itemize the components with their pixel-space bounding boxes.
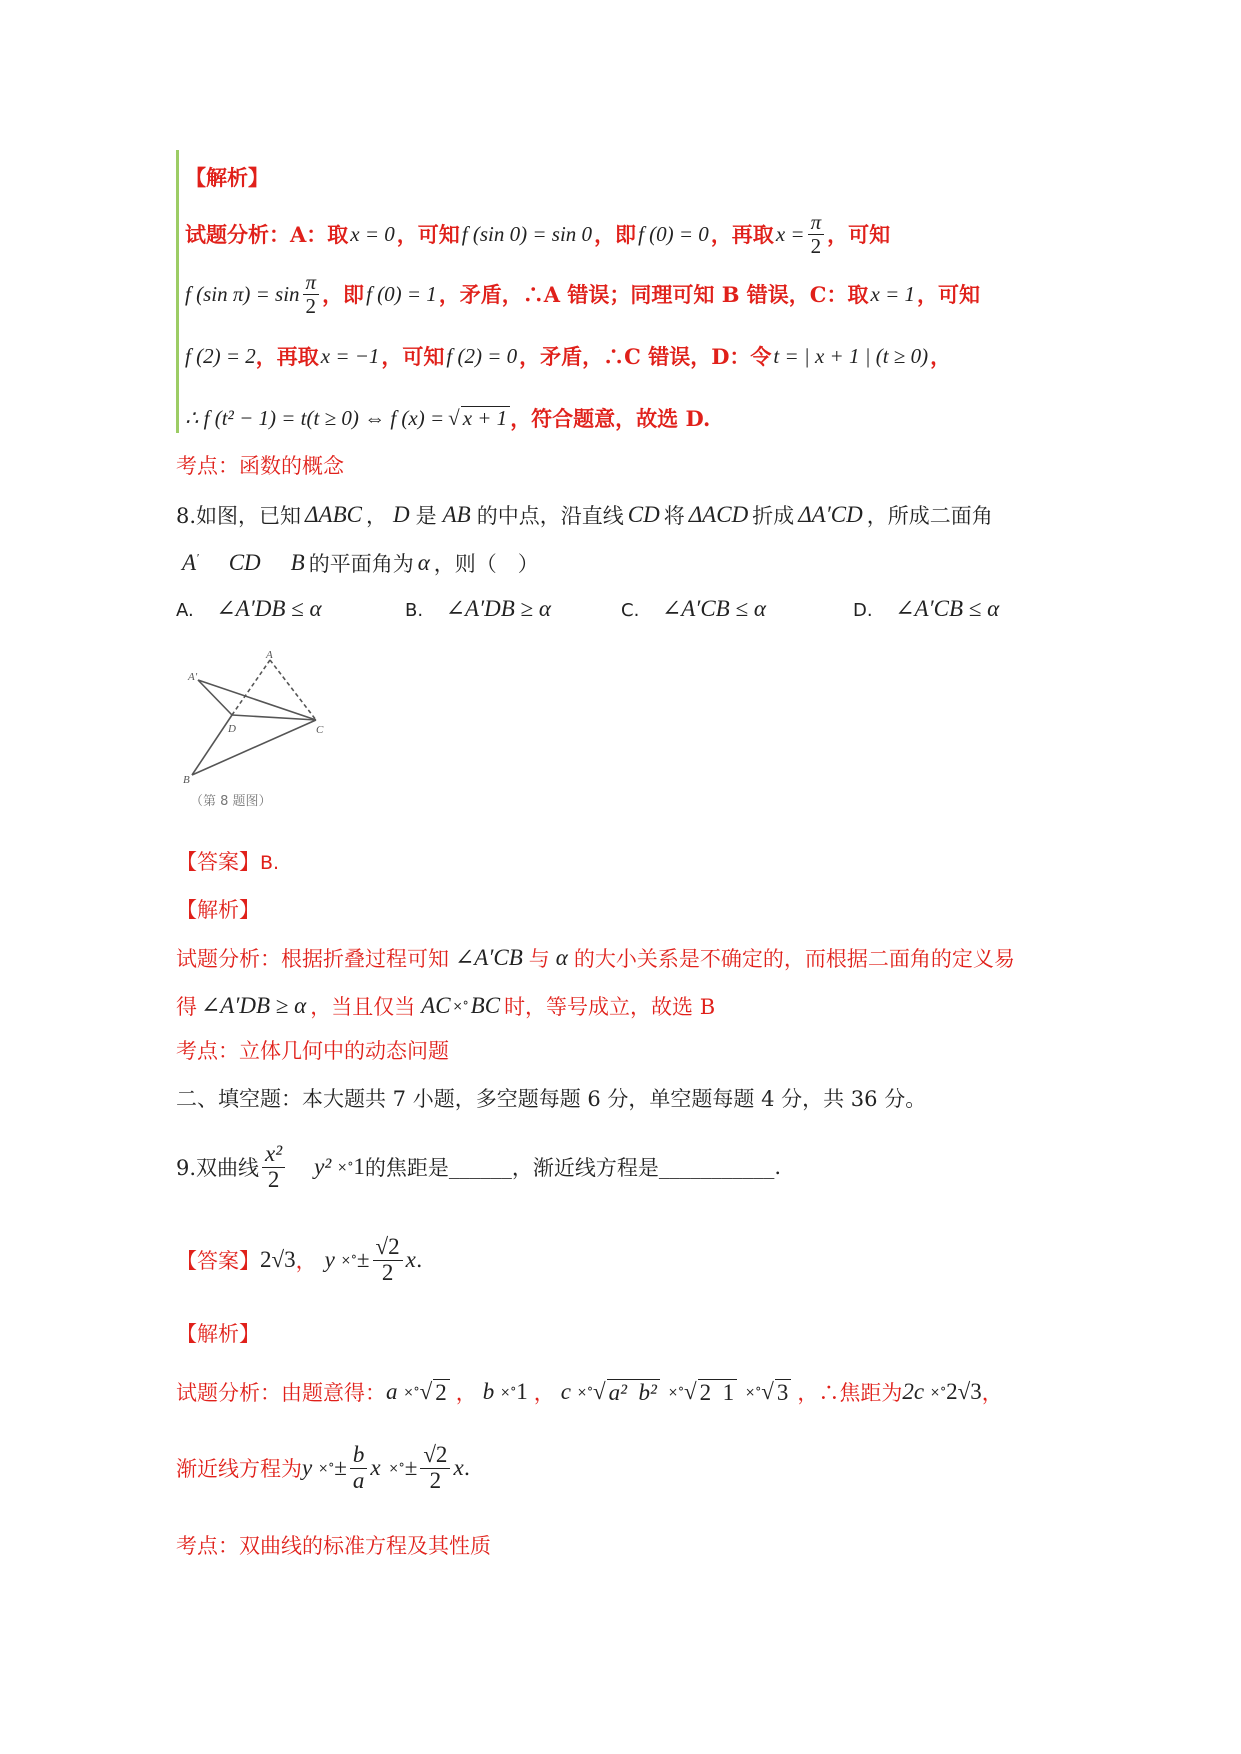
math: CD	[228, 550, 261, 575]
math: a	[386, 1379, 398, 1404]
label-A: A	[266, 650, 273, 661]
frac-den: 2	[381, 1259, 394, 1285]
text: ，矛盾，∴C 错误，D：令	[519, 344, 772, 369]
frac-den: 2	[305, 293, 317, 318]
math: b	[482, 1379, 495, 1404]
text: 将	[663, 504, 685, 528]
sqrt-sign: √	[593, 1379, 606, 1404]
math: y²	[314, 1154, 332, 1179]
option-label: B.	[405, 600, 424, 621]
math: x = 1	[870, 281, 916, 306]
math: f (sin 0) = sin 0	[461, 221, 593, 246]
answer-value: B.	[260, 852, 280, 874]
math: α	[555, 945, 568, 970]
sqrt-radicand: 2 1	[698, 1379, 738, 1405]
option-expr: ∠A′CB ≤ α	[661, 596, 766, 621]
q8-option-d[interactable]	[853, 596, 999, 622]
math: y	[324, 1247, 335, 1272]
math: 2√3	[946, 1379, 982, 1404]
fraction	[303, 271, 320, 316]
section2-heading: 二、填空题：本大题共 7 小题，多空题每题 6 分，单空题每题 4 分，共 36 分。	[176, 1087, 927, 1111]
text: ，即	[594, 222, 637, 247]
text: 试题分析：A：取	[185, 222, 349, 247]
text: 的中点，沿直线	[476, 504, 624, 528]
fraction	[808, 211, 825, 256]
math: 2√3	[260, 1247, 296, 1272]
text: 渐近线方程为	[176, 1457, 302, 1481]
q8-figure	[180, 650, 330, 815]
text: ，可知	[827, 222, 891, 247]
A-letter: A	[182, 550, 197, 575]
math: ΔA′CD	[798, 502, 863, 527]
math: x	[453, 1455, 464, 1480]
text: 试题分析：由题意得：	[176, 1381, 386, 1405]
math: 1	[353, 1154, 365, 1179]
broken-glyph: ×°	[337, 1160, 354, 1174]
edge-A-C	[270, 660, 316, 720]
broken-glyph: ×°	[388, 1461, 405, 1475]
text: 是	[415, 504, 437, 528]
text: ，当且仅当	[310, 995, 416, 1019]
answer-label: 【答案】	[176, 1249, 260, 1273]
broken-glyph: ×°	[500, 1385, 517, 1399]
q8-option-b[interactable]	[405, 596, 551, 622]
math: 2c	[902, 1379, 925, 1404]
sqrt-sign: √	[761, 1379, 774, 1404]
math: α	[417, 550, 430, 575]
fraction	[373, 1235, 403, 1284]
frac-num: π	[303, 271, 320, 294]
math: ΔABC	[305, 502, 362, 527]
frac-num: b	[350, 1443, 368, 1468]
q7-analysis-line1	[185, 206, 890, 262]
frac-num: √2	[420, 1443, 450, 1468]
math: B	[290, 550, 305, 575]
sqrt-radicand: 3	[775, 1379, 792, 1405]
text: 得	[176, 995, 197, 1019]
text: 的平面角为	[308, 552, 414, 576]
option-label: C.	[621, 600, 640, 621]
broken-glyph: ×°	[745, 1385, 762, 1399]
math: f (0) = 0	[638, 221, 709, 246]
q8-option-a[interactable]	[176, 596, 322, 622]
frac-den: 2	[810, 233, 822, 258]
q7-analysis-line4	[185, 398, 710, 438]
q8-answer	[176, 846, 279, 876]
broken-glyph: ×°	[930, 1385, 947, 1399]
math: BC	[470, 993, 501, 1018]
math: D	[393, 502, 410, 527]
math: ±	[356, 1247, 370, 1272]
q9-analysis-line2	[176, 1432, 470, 1504]
math: x	[405, 1247, 416, 1272]
edge-A-D	[232, 660, 270, 715]
q8-analysis-line2	[176, 988, 715, 1024]
text: ，所成二面角	[866, 504, 993, 528]
text: 8.如图，已知	[176, 504, 302, 528]
option-expr: ∠A′CB ≤ α	[895, 596, 1000, 621]
q8-kaodian: 考点：立体几何中的动态问题	[176, 1039, 449, 1063]
text: ，再取	[710, 222, 774, 247]
option-expr: ∠A′DB ≥ α	[445, 596, 551, 621]
q9-kaodian: 考点：双曲线的标准方程及其性质	[176, 1534, 491, 1558]
broken-glyph: ×°	[452, 999, 469, 1013]
text: ，符合题意，故选 D.	[510, 406, 711, 431]
q8-analysis-label: 【解析】	[176, 898, 260, 922]
math: ∠A′DB ≥ α	[201, 993, 307, 1018]
frac-num: x²	[262, 1142, 285, 1167]
text: 折成	[752, 504, 795, 528]
sqrt-sign: √	[448, 405, 460, 430]
math: t = | x + 1 | (t ≥ 0)	[773, 343, 929, 368]
math: f (0) = 1	[366, 281, 437, 306]
sqrt-radicand: a² b²	[607, 1379, 660, 1405]
frac-num: √2	[373, 1235, 403, 1260]
math	[182, 550, 199, 576]
text: 试题分析：根据折叠过程可知	[176, 947, 449, 971]
broken-glyph: ×°	[318, 1461, 335, 1475]
math: f (sin π) = sin	[185, 281, 300, 306]
math: x = −1	[320, 343, 380, 368]
tilde-mark: ′	[196, 550, 199, 565]
text: 时，等号成立，故选 B	[504, 995, 716, 1019]
sqrt-sign: √	[419, 1379, 433, 1404]
fraction	[420, 1443, 450, 1492]
blank-asymptote[interactable]: ___________	[658, 1155, 775, 1179]
text: ，渐近线方程是	[511, 1156, 659, 1180]
text: .	[415, 1248, 423, 1272]
math: ±	[334, 1455, 347, 1480]
math: c	[560, 1379, 571, 1404]
q8-analysis-line1	[176, 940, 1015, 976]
text: ，	[930, 344, 952, 369]
math: ∠A′CB	[455, 945, 523, 970]
q9-analysis-line1	[176, 1370, 1003, 1414]
math: AC	[421, 993, 451, 1018]
text: ，	[366, 504, 387, 528]
text: ，矛盾，∴A 错误；同理可知 B 错误，C：取	[438, 282, 869, 307]
math: 1	[516, 1379, 528, 1404]
text: .	[463, 1456, 471, 1480]
blank-focal[interactable]: ______	[448, 1155, 512, 1179]
math: f (2) = 2	[185, 343, 256, 368]
edge-Ap-C	[198, 680, 316, 720]
text: ，	[295, 1249, 317, 1273]
math: CD	[627, 502, 660, 527]
option-label: D.	[853, 600, 873, 621]
math: x	[370, 1455, 381, 1480]
q8-option-c[interactable]	[621, 596, 766, 622]
q9-analysis-label: 【解析】	[176, 1322, 260, 1346]
frac-num: π	[808, 211, 825, 234]
q7-kaodian: 考点：函数的概念	[176, 454, 344, 478]
q9-stem	[176, 1132, 781, 1202]
text: ，	[533, 1381, 555, 1405]
text: 9.双曲线	[176, 1156, 260, 1180]
text: ，	[981, 1381, 1003, 1405]
sqrt-radicand: x + 1	[461, 406, 511, 430]
fraction	[350, 1443, 368, 1492]
math: ∴ f (t² − 1) = t(t ≥ 0) ⇔ f (x) =	[185, 405, 445, 430]
math: ΔACD	[688, 502, 749, 527]
text: ，则（ ）	[433, 552, 539, 576]
math: f (2) = 0	[446, 343, 518, 368]
q7-analysis-label: 【解析】	[185, 165, 269, 190]
label-B: B	[183, 774, 190, 786]
broken-glyph: ×°	[403, 1385, 420, 1399]
broken-glyph: ×°	[667, 1385, 685, 1399]
option-label: A.	[176, 600, 194, 621]
sqrt-radicand: 2	[433, 1379, 450, 1405]
text: ，可知	[396, 222, 460, 247]
q8-stem-line2	[182, 545, 539, 581]
fraction	[262, 1142, 285, 1191]
text: 的焦距是	[364, 1156, 449, 1180]
text: ，再取	[255, 344, 319, 369]
label-D: D	[228, 723, 236, 735]
option-expr: ∠A′DB ≤ α	[216, 596, 322, 621]
q9-answer	[176, 1222, 423, 1298]
math: x = 0	[350, 221, 395, 246]
label-C: C	[316, 724, 324, 736]
sqrt-sign: √	[684, 1379, 697, 1404]
frac-den: 2	[429, 1467, 442, 1493]
q8-stem-line1	[176, 497, 993, 533]
math: y	[302, 1455, 313, 1480]
q7-analysis-line2	[185, 266, 980, 322]
text: 的大小关系是不确定的，而根据二面角的定义易	[573, 947, 1015, 971]
figure-caption: （第 8 题图）	[190, 794, 272, 809]
text: ，可知	[381, 344, 445, 369]
frac-den: a	[352, 1467, 365, 1493]
math: ±	[404, 1455, 418, 1480]
q7-analysis-line3	[185, 336, 951, 376]
text: .	[774, 1155, 782, 1179]
analysis-left-rule	[176, 150, 179, 433]
frac-den: 2	[267, 1166, 280, 1192]
text: ，可知	[917, 282, 981, 307]
text: 与	[528, 947, 550, 971]
answer-label: 【答案】	[176, 850, 260, 874]
text: ，即	[322, 282, 365, 307]
math: AB	[442, 502, 471, 527]
text: ，∴焦距为	[797, 1381, 903, 1405]
broken-glyph: ×°	[340, 1253, 357, 1267]
label-Ap: A′	[188, 671, 198, 683]
broken-glyph: ×°	[576, 1385, 594, 1399]
math: x =	[775, 221, 805, 246]
text: ，	[455, 1381, 477, 1405]
